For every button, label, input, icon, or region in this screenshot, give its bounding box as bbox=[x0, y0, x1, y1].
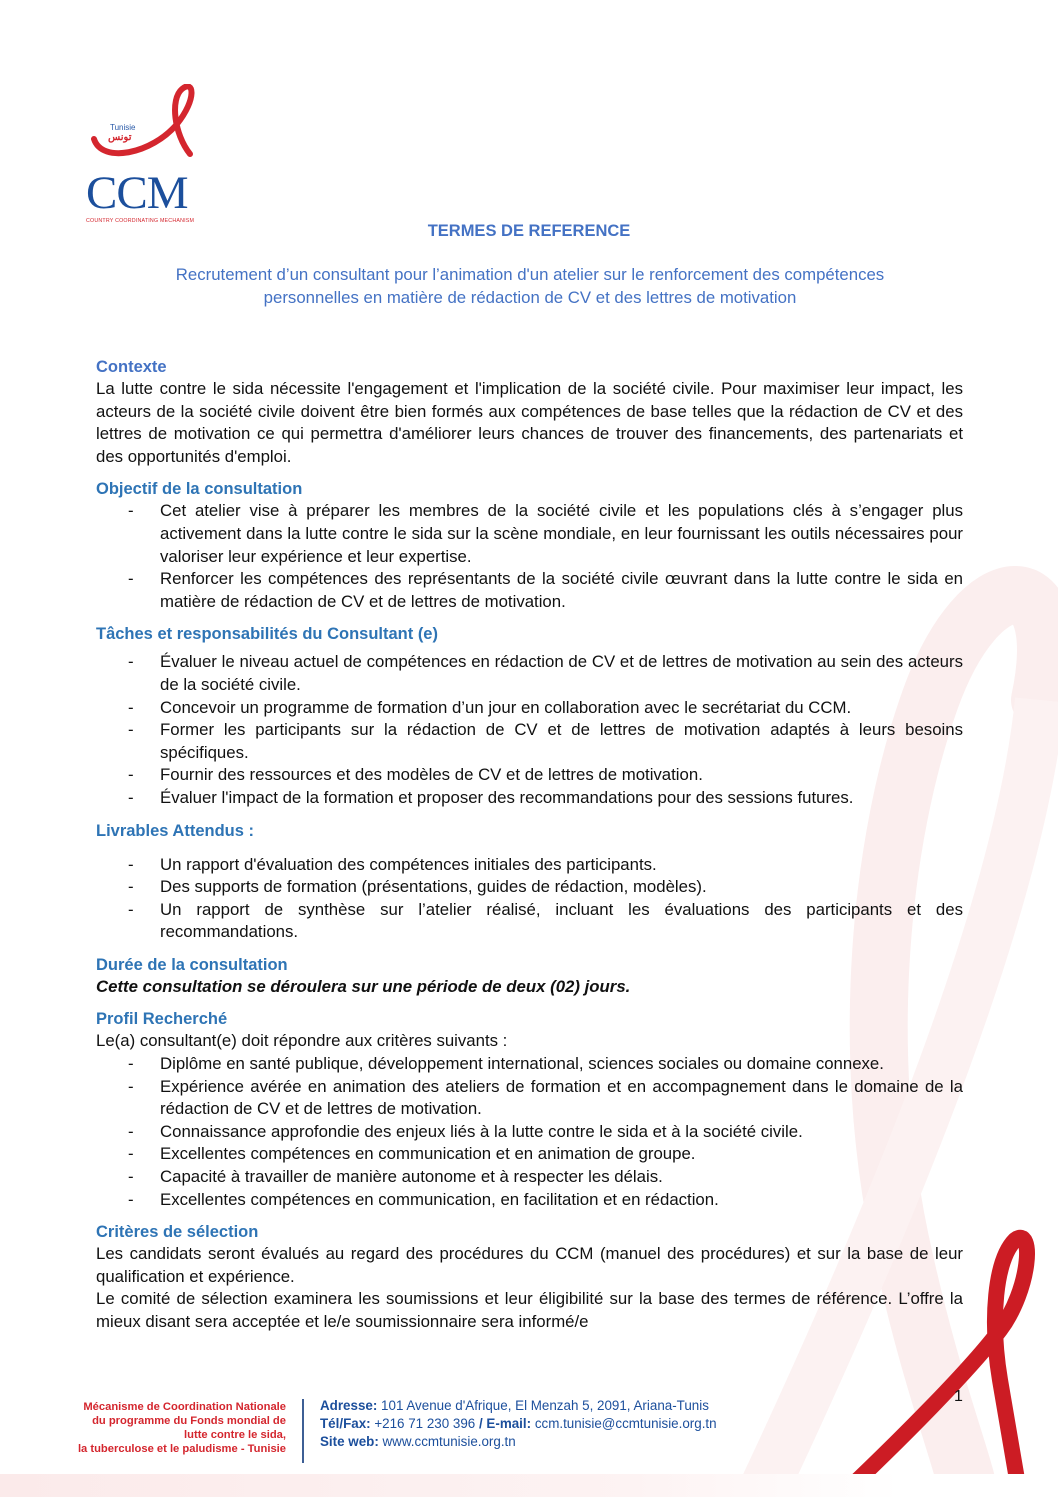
phone-value: +216 71 230 396 bbox=[374, 1416, 476, 1431]
org-line: la tuberculose et le paludisme - Tunisie bbox=[77, 1443, 286, 1455]
list-item: - Connaissance approfondie des enjeux liés à la lutte contre le sida et à la société civile. bbox=[96, 1121, 963, 1144]
web-label: Site web: bbox=[320, 1434, 379, 1449]
list-item: - Concevoir un programme de formation d’un jour en collaboration avec le secrétariat du CCM. bbox=[96, 697, 963, 720]
footer-divider bbox=[302, 1399, 304, 1463]
footer-phone-email bbox=[320, 1415, 717, 1433]
logo-acronym: CCM bbox=[86, 167, 188, 219]
section-heading: Tâches et responsabilités du Consultant (e) bbox=[96, 625, 438, 644]
page-number: 1 bbox=[954, 1388, 963, 1405]
separator: / bbox=[475, 1416, 487, 1431]
list-item: - Cet atelier vise à préparer les membres de la société civile et les populations clés à s’engager plus activement dans la lutte contre le sida sur la scène mondiale, en leur fournissant les outils nécessaires pour valoriser leur expérience et leur expertise. bbox=[96, 500, 963, 568]
document-subtitle bbox=[100, 263, 960, 309]
address-value: 101 Avenue d'Afrique, El Menzah 5, 2091, Ariana-Tunis bbox=[381, 1398, 709, 1413]
section-livrables bbox=[96, 820, 963, 944]
red-ribbon-logo-icon bbox=[82, 84, 232, 174]
subtitle-line-2: personnelles en matière de rédaction de CV et des lettres de motivation bbox=[263, 288, 797, 307]
bullet-list bbox=[96, 1053, 963, 1211]
logo-country-ar: تونس bbox=[108, 132, 132, 143]
logo-country-fr: Tunisie bbox=[110, 123, 136, 132]
list-item: - Évaluer le niveau actuel de compétences en rédaction de CV et de lettres de motivation au sein des acteurs de la société civile. bbox=[96, 651, 963, 696]
section-heading: Objectif de la consultation bbox=[96, 480, 303, 499]
section-heading: Profil Recherché bbox=[96, 1010, 228, 1029]
footer-organization bbox=[52, 1400, 286, 1456]
section-profil bbox=[96, 1008, 963, 1211]
bullet-list bbox=[96, 500, 963, 613]
list-item: - Un rapport de synthèse sur l’atelier réalisé, incluant les évaluations des participants et des recommandations. bbox=[96, 899, 963, 944]
phone-label: Tél/Fax: bbox=[320, 1416, 371, 1431]
section-criteres bbox=[96, 1221, 963, 1333]
section-taches bbox=[96, 623, 963, 809]
section-heading: Durée de la consultation bbox=[96, 955, 288, 974]
logo-tagline: COUNTRY COORDINATING MECHANISM bbox=[86, 218, 195, 224]
section-heading: Contexte bbox=[96, 358, 167, 376]
footer-contact bbox=[320, 1397, 717, 1451]
footer-address bbox=[320, 1397, 717, 1415]
footer-band bbox=[0, 1474, 1058, 1497]
section-heading: Critères de sélection bbox=[96, 1223, 259, 1242]
section-paragraph: La lutte contre le sida nécessite l'engagement et l'implication de la société civile. Pour maximiser leur impact, les acteurs de la société civile doivent être bien formés aux compétences de base telles que la rédaction de CV et des lettres de motivation ce qui permettra d'améliorer leurs chances de trouver des financements, des partenariats et des opportunités d'emploi. bbox=[96, 379, 963, 466]
document-title: TERMES DE REFERENCE bbox=[427, 222, 631, 240]
section-paragraph: Les candidats seront évalués au regard des procédures du CCM (manuel des procédures) et sur la base de leur qualification et expérience. bbox=[96, 1244, 963, 1286]
org-line: Mécanisme de Coordination Nationale bbox=[83, 1401, 286, 1413]
profile-intro: Le(a) consultant(e) doit répondre aux critères suivants : bbox=[96, 1031, 508, 1051]
footer-web bbox=[320, 1433, 717, 1451]
website-link[interactable]: www.ccmtunisie.org.tn bbox=[382, 1434, 516, 1449]
section-duree bbox=[96, 954, 963, 999]
ccm-logo bbox=[82, 84, 232, 229]
section-heading: Livrables Attendus : bbox=[96, 821, 254, 840]
email-label: E-mail: bbox=[486, 1416, 532, 1431]
list-item: - Fournir des ressources et des modèles de CV et de lettres de motivation. bbox=[96, 764, 963, 787]
bullet-list bbox=[96, 854, 963, 944]
list-item: - Diplôme en santé publique, développement international, sciences sociales ou domaine connexe. bbox=[96, 1053, 963, 1076]
list-item: - Renforcer les compétences des représentants de la société civile œuvrant dans la lutte contre le sida en matière de rédaction de CV et de lettres de motivation. bbox=[96, 568, 963, 613]
list-item: - Excellentes compétences en communication, en facilitation et en rédaction. bbox=[96, 1189, 963, 1212]
org-line: lutte contre le sida, bbox=[184, 1429, 286, 1441]
subtitle-line-1: Recrutement d’un consultant pour l’animation d'un atelier sur le renforcement des compétences bbox=[175, 265, 885, 284]
bullet-list bbox=[96, 651, 963, 809]
list-item: - Un rapport d'évaluation des compétences initiales des participants. bbox=[96, 854, 963, 877]
email-link[interactable]: ccm.tunisie@ccmtunisie.org.tn bbox=[534, 1416, 717, 1431]
section-objectif bbox=[96, 478, 963, 613]
list-item: - Capacité à travailler de manière autonome et à respecter les délais. bbox=[96, 1166, 963, 1189]
document-body bbox=[96, 356, 963, 1334]
section-paragraph: Le comité de sélection examinera les soumissions et leur éligibilité sur la base des termes de référence. L’offre la mieux disant sera acceptée et le/e soumissionnaire sera informé/e bbox=[96, 1289, 963, 1331]
duration-text: Cette consultation se déroulera sur une période de deux (02) jours. bbox=[96, 976, 631, 996]
list-item: - Des supports de formation (présentations, guides de rédaction, modèles). bbox=[96, 876, 963, 899]
list-item: - Excellentes compétences en communication et en animation de groupe. bbox=[96, 1143, 963, 1166]
org-line: du programme du Fonds mondial de bbox=[92, 1415, 286, 1427]
section-contexte bbox=[96, 356, 963, 468]
address-label: Adresse: bbox=[320, 1398, 378, 1413]
list-item: - Former les participants sur la rédaction de CV et de lettres de motivation adaptés à leurs besoins spécifiques. bbox=[96, 719, 963, 764]
list-item: - Évaluer l'impact de la formation et proposer des recommandations pour des sessions futures. bbox=[96, 787, 963, 810]
list-item: - Expérience avérée en animation des ateliers de formation et en accompagnement dans le domaine de la rédaction de CV et de lettres de motivation. bbox=[96, 1076, 963, 1121]
